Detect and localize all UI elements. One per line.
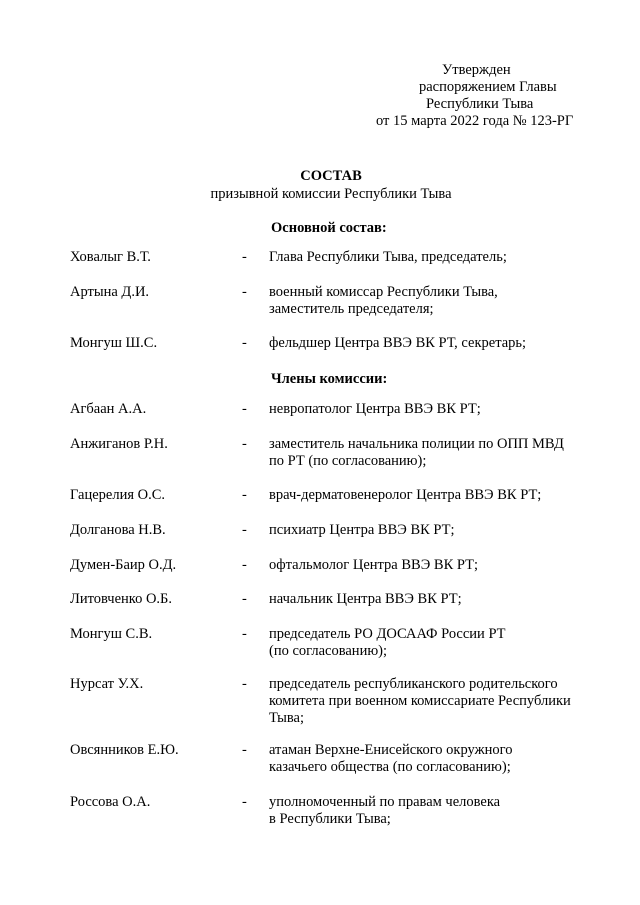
separator-dash: - bbox=[242, 794, 247, 810]
list-item bbox=[70, 522, 610, 562]
member-role: заместитель начальника полиции по ОПП МВД по РТ (по согласованию); bbox=[269, 436, 564, 469]
approval-line: Утвержден bbox=[442, 62, 511, 78]
list-item bbox=[70, 626, 610, 666]
separator-dash: - bbox=[242, 249, 247, 265]
member-role: Глава Республики Тыва, председатель; bbox=[269, 249, 507, 265]
member-role: психиатр Центра ВВЭ ВК РТ; bbox=[269, 522, 455, 538]
member-role: уполномоченный по правам человека в Республики Тыва; bbox=[269, 794, 501, 827]
separator-dash: - bbox=[242, 626, 247, 642]
member-role: офтальмолог Центра ВВЭ ВК РТ; bbox=[269, 557, 478, 573]
member-role: врач-дерматовенеролог Центра ВВЭ ВК РТ; bbox=[269, 487, 542, 503]
member-name: Россова О.А. bbox=[70, 794, 151, 810]
list-item bbox=[70, 742, 610, 782]
list-item bbox=[70, 487, 610, 527]
separator-dash: - bbox=[242, 284, 247, 300]
member-name: Агбаан А.А. bbox=[70, 401, 147, 417]
member-role: атаман Верхне-Енисейского окружного казачьего общества (по согласованию); bbox=[269, 742, 513, 775]
approval-line: распоряжением Главы bbox=[419, 79, 557, 95]
member-name: Нурсат У.Х. bbox=[70, 676, 144, 692]
section-members-heading: Члены комиссии: bbox=[271, 371, 388, 387]
list-item bbox=[70, 249, 610, 289]
document-subtitle: призывной комиссии Республики Тыва bbox=[210, 186, 452, 202]
separator-dash: - bbox=[242, 557, 247, 573]
separator-dash: - bbox=[242, 742, 247, 758]
separator-dash: - bbox=[242, 676, 247, 692]
separator-dash: - bbox=[242, 487, 247, 503]
member-name: Думен-Баир О.Д. bbox=[70, 557, 177, 573]
member-role: начальник Центра ВВЭ ВК РТ; bbox=[269, 591, 462, 607]
member-name: Гацерелия О.С. bbox=[70, 487, 166, 503]
list-item bbox=[70, 436, 610, 476]
list-item bbox=[70, 676, 610, 726]
separator-dash: - bbox=[242, 335, 247, 351]
document-title: СОСТАВ bbox=[300, 168, 362, 184]
approval-line: Республики Тыва bbox=[426, 96, 534, 112]
member-name: Литовченко О.Б. bbox=[70, 591, 173, 607]
separator-dash: - bbox=[242, 436, 247, 452]
member-name: Монгуш С.В. bbox=[70, 626, 153, 642]
separator-dash: - bbox=[242, 522, 247, 538]
member-role: военный комиссар Республики Тыва, заместитель председателя; bbox=[269, 284, 498, 317]
member-role: невропатолог Центра ВВЭ ВК РТ; bbox=[269, 401, 481, 417]
list-item bbox=[70, 591, 610, 631]
member-role: председатель республиканского родительского комитета при военном комиссариате Республики Тыва; bbox=[269, 676, 571, 726]
member-name: Овсянников Е.Ю. bbox=[70, 742, 179, 758]
separator-dash: - bbox=[242, 401, 247, 417]
list-item bbox=[70, 335, 610, 375]
list-item bbox=[70, 794, 610, 834]
member-name: Ховалыг В.Т. bbox=[70, 249, 151, 265]
list-item bbox=[70, 401, 610, 441]
separator-dash: - bbox=[242, 591, 247, 607]
list-item bbox=[70, 284, 610, 324]
member-name: Долганова Н.В. bbox=[70, 522, 166, 538]
section-main-heading: Основной состав: bbox=[271, 220, 387, 236]
approval-date: от 15 марта 2022 года № 123-РГ bbox=[376, 113, 574, 129]
member-role: фельдшер Центра ВВЭ ВК РТ, секретарь; bbox=[269, 335, 527, 351]
member-name: Артына Д.И. bbox=[70, 284, 150, 300]
approval-stamp bbox=[372, 62, 612, 130]
member-name: Монгуш Ш.С. bbox=[70, 335, 158, 351]
member-name: Анжиганов Р.Н. bbox=[70, 436, 168, 452]
member-role: председатель РО ДОСААФ России РТ (по согласованию); bbox=[269, 626, 506, 659]
